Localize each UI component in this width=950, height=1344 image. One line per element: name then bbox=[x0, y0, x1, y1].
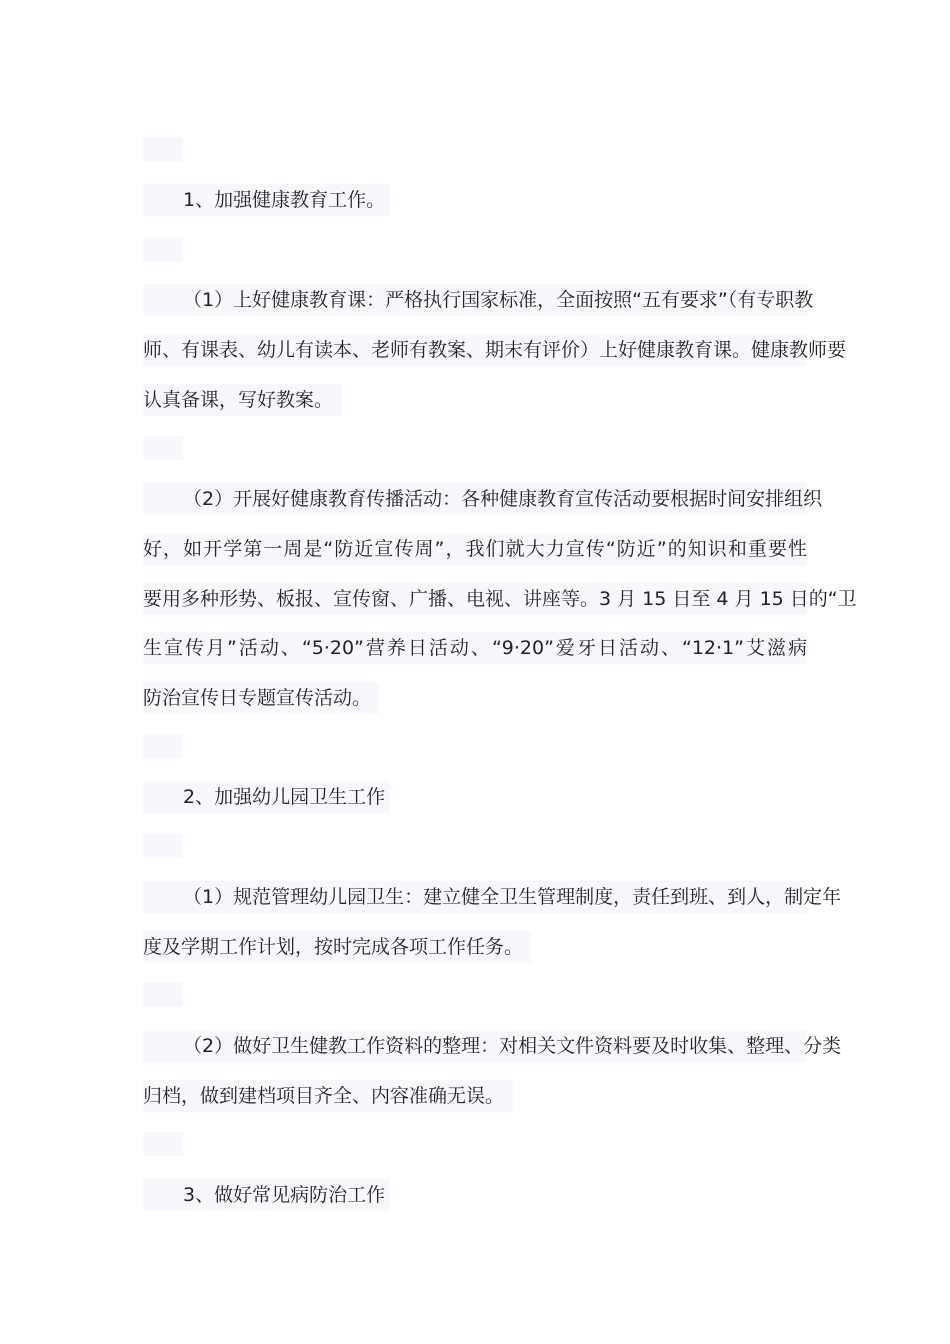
blank-line bbox=[143, 734, 183, 758]
paragraph-line: （2）开展好健康教育传播活动：各种健康教育宣传活动要根据时间安排组织 bbox=[143, 483, 807, 515]
blank-line bbox=[143, 1132, 183, 1156]
paragraph-line: 防治宣传日专题宣传活动。 bbox=[143, 682, 379, 714]
paragraph-line: （1）上好健康教育课：严格执行国家标准，全面按照“五有要求”（有专职教 bbox=[143, 284, 807, 316]
section-heading-1: 1、加强健康教育工作。 bbox=[143, 184, 389, 216]
paragraph-line: 认真备课，写好教案。 bbox=[143, 384, 341, 416]
section-heading-3: 3、做好常见病防治工作 bbox=[143, 1179, 389, 1211]
paragraph-line: 要用多种形势、板报、宣传窗、广播、电视、讲座等。3 月 15 日至 4 月 15 日的“卫 bbox=[143, 583, 807, 615]
blank-line bbox=[143, 237, 183, 261]
blank-line bbox=[143, 436, 183, 460]
blank-line bbox=[143, 983, 183, 1007]
blank-line bbox=[143, 834, 183, 858]
paragraph-line: （2）做好卫生健教工作资料的整理：对相关文件资料要及时收集、整理、分类 bbox=[143, 1030, 807, 1062]
paragraph-line: 师、有课表、幼儿有读本、老师有教案、期末有评价）上好健康教育课。健康教师要 bbox=[143, 334, 807, 366]
paragraph-line: 好，如开学第一周是“防近宣传周”，我们就大力宣传“防近”的知识和重要性 bbox=[143, 533, 807, 565]
paragraph-line: （1）规范管理幼儿园卫生：建立健全卫生管理制度，责任到班、到人，制定年 bbox=[143, 881, 807, 913]
paragraph-line: 归档，做到建档项目齐全、内容准确无误。 bbox=[143, 1080, 513, 1112]
section-heading-2: 2、加强幼儿园卫生工作 bbox=[143, 781, 389, 813]
paragraph-line: 生宣传月”活动、“5·20”营养日活动、“9·20”爱牙日活动、“12·1”艾滋病 bbox=[143, 632, 807, 664]
paragraph-line: 度及学期工作计划，按时完成各项工作任务。 bbox=[143, 931, 531, 963]
blank-line bbox=[143, 137, 183, 161]
